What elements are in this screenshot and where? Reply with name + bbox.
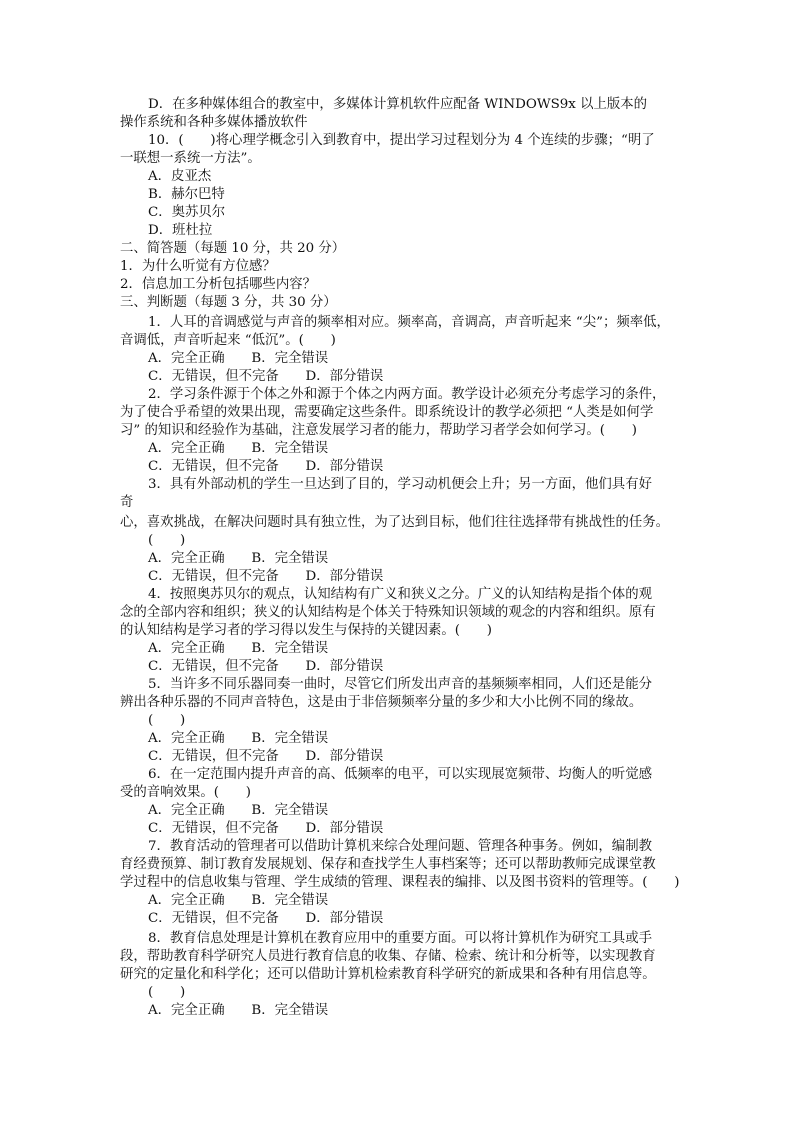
judge-q3-line2: 奇 [120,495,134,510]
judge-q7-options-ab: A．完全正确 B．完全错误 [148,893,329,908]
q10-stem-line1: 10．( )将心理学概念引入到教育中，提出学习过程划分为 4 个连续的步骤；“明了 [148,133,655,148]
judge-q7-line1: 7．教育活动的管理者可以借助计算机来综合处理问题、管理各种事务。例如，编制教 [148,839,652,854]
judge-q2-options-cd: C．无错误，但不完备 D．部分错误 [148,459,384,474]
section-3-title: 三、判断题（每题 3 分，共 30 分） [120,295,337,310]
judge-q8-line2: 段，帮助教育科学研究人员进行教育信息的收集、存储、检索、统计和分析等，以实现教育 [120,949,656,964]
judge-q6-options-cd: C．无错误，但不完备 D．部分错误 [148,821,384,836]
judge-q8-line1: 8．教育信息处理是计算机在教育应用中的重要方面。可以将计算机作为研究工具或手 [148,931,652,946]
judge-q1-line2: 音调低，声音听起来 “低沉”。( ) [120,333,336,348]
judge-q4-line3: 的认知结构是学习者的学习得以发生与保持的关键因素。( ) [120,623,492,638]
judge-q2-line1: 2．学习条件源于个体之外和源于个体之内两方面。教学设计必须充分考虑学习的条件， [148,387,666,402]
judge-q5-line3: ( ) [148,713,186,728]
q10-option-b: B．赫尔巴特 [148,187,225,202]
judge-q3-line1: 3．具有外部动机的学生一旦达到了目的，学习动机便会上升；另一方面，他们具有好 [148,477,652,492]
q10-option-d: D．班杜拉 [148,223,213,238]
judge-q5-options-ab: A．完全正确 B．完全错误 [148,731,329,746]
q10-option-c: C．奥苏贝尔 [148,205,226,220]
judge-q7-line3: 学过程中的信息收集与管理、学生成绩的管理、课程表的编排、以及图书资料的管理等。( ) [120,875,680,890]
judge-q7-line2: 育经费预算、制订教育发展规划、保存和查找学生人事档案等；还可以帮助教师完成课堂教 [120,857,656,872]
judge-q3-options-cd: C．无错误，但不完备 D．部分错误 [148,569,384,584]
judge-q4-options-cd: C．无错误，但不完备 D．部分错误 [148,659,384,674]
q10-stem-line2: 一联想一系统一方法”。 [120,151,261,166]
section-2-title: 二、简答题（每题 10 分，共 20 分） [120,241,346,256]
judge-q1-options-cd: C．无错误，但不完备 D．部分错误 [148,369,384,384]
judge-q6-options-ab: A．完全正确 B．完全错误 [148,803,329,818]
q9-option-d-line2: 操作系统和各种多媒体播放软件 [120,115,308,130]
judge-q6-line1: 6．在一定范围内提升声音的高、低频率的电平，可以实现展宽频带、均衡人的听觉感 [148,767,652,782]
judge-q2-line2: 为了使合乎希望的效果出现，需要确定这些条件。即系统设计的教学必须把 “人类是如何学 [120,405,654,420]
judge-q5-line1: 5．当许多不同乐器同奏一曲时，尽管它们所发出声音的基频频率相同，人们还是能分 [148,677,652,692]
judge-q1-line1: 1．人耳的音调感觉与声音的频率相对应。频率高，音调高，声音听起来 “尖”；频率低， [148,315,670,330]
judge-q6-line2: 受的音响效果。( ) [120,785,251,800]
judge-q3-options-ab: A．完全正确 B．完全错误 [148,551,329,566]
judge-q7-options-cd: C．无错误，但不完备 D．部分错误 [148,911,384,926]
judge-q2-options-ab: A．完全正确 B．完全错误 [148,441,329,456]
judge-q3-line4: ( ) [148,533,186,548]
q9-option-d-line1: D．在多种媒体组合的教室中，多媒体计算机软件应配备 WINDOWS9x 以上版本的 [148,97,648,112]
short-answer-q1: 1．为什么听觉有方位感？ [120,259,276,274]
judge-q8-line3: 研究的定量化和科学化；还可以借助计算机检索教育科学研究的新成果和各种有用信息等。 [120,967,656,982]
judge-q4-options-ab: A．完全正确 B．完全错误 [148,641,329,656]
judge-q5-line2: 辨出各种乐器的不同声音特色，这是由于非倍频频率分量的多少和大小比例不同的缘故。 [120,695,643,710]
judge-q1-options-ab: A．完全正确 B．完全错误 [148,351,329,366]
judge-q4-line1: 4．按照奥苏贝尔的观点，认知结构有广义和狭义之分。广义的认知结构是指个体的观 [148,587,652,602]
judge-q3-line3: 心，喜欢挑战，在解决问题时具有独立性，为了达到目标，他们往往选择带有挑战性的任务。 [120,515,670,530]
q10-option-a: A．皮亚杰 [148,169,212,184]
judge-q4-line2: 念的全部内容和组织；狭义的认知结构是个体关于特殊知识领域的观念的内容和组织。原有 [120,605,656,620]
judge-q8-line4: ( ) [148,985,186,1000]
judge-q5-options-cd: C．无错误，但不完备 D．部分错误 [148,749,384,764]
judge-q8-options-ab: A．完全正确 B．完全错误 [148,1003,329,1018]
judge-q2-line3: 习” 的知识和经验作为基础，注意发展学习者的能力，帮助学习者学会如何学习。( ) [120,423,638,438]
short-answer-q2: 2．信息加工分析包括哪些内容？ [120,277,316,292]
